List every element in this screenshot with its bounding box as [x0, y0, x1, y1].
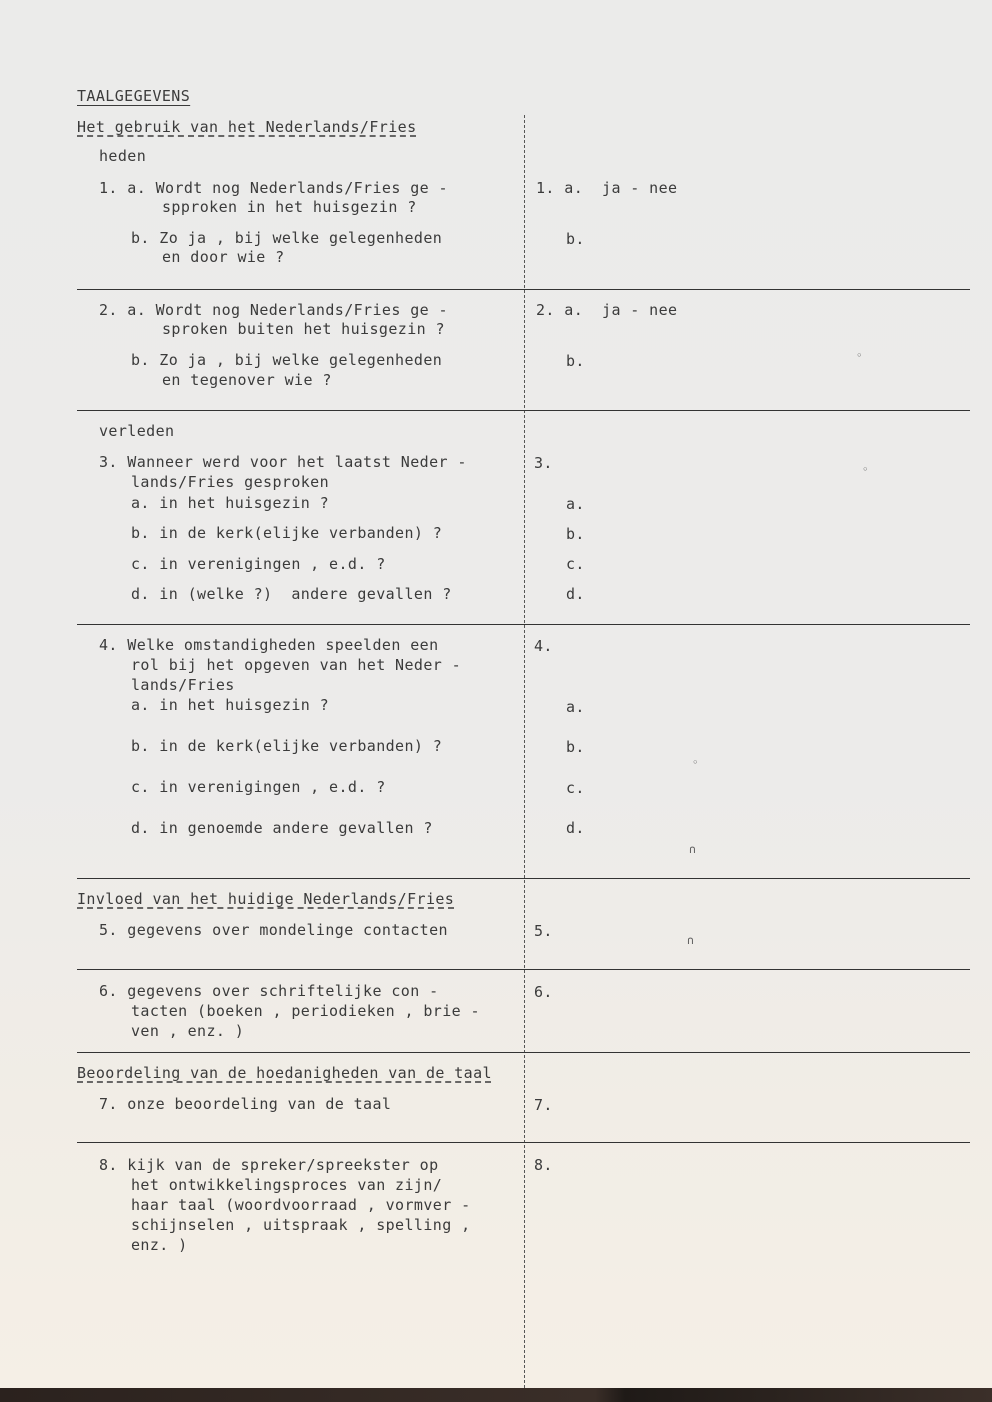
answer-6: 6.	[534, 983, 553, 1001]
answer-3c: c.	[566, 555, 585, 573]
answer-2a: 2. a. ja - nee	[536, 301, 678, 319]
question-2b-line1: b. Zo ja , bij welke gelegenheden	[131, 351, 443, 369]
ink-speck: ◦	[856, 349, 863, 362]
question-4-line3: lands/Fries	[131, 676, 235, 694]
question-3c: c. in verenigingen , e.d. ?	[131, 555, 386, 573]
question-1a-line1: 1. a. Wordt nog Nederlands/Fries ge -	[99, 179, 448, 197]
ink-speck: ◦	[862, 463, 869, 476]
question-1b-line1: b. Zo ja , bij welke gelegenheden	[131, 229, 443, 247]
question-6-line3: ven , enz. )	[131, 1022, 245, 1040]
question-8-line1: 8. kijk van de spreker/spreekster op	[99, 1156, 439, 1174]
question-3d: d. in (welke ?) andere gevallen ?	[131, 585, 452, 603]
question-3-line1: 3. Wanneer werd voor het laatst Neder -	[99, 453, 467, 471]
question-4a: a. in het huisgezin ?	[131, 696, 330, 714]
row-separator	[77, 1052, 970, 1053]
ink-speck: ∩	[689, 843, 696, 856]
document-title: TAALGEGEVENS	[77, 87, 191, 105]
question-4b: b. in de kerk(elijke verbanden) ?	[131, 737, 443, 755]
influence-section-heading: Invloed van het huidige Nederlands/Fries	[77, 890, 455, 908]
question-4-line1: 4. Welke omstandigheden speelden een	[99, 636, 439, 654]
answer-3a: a.	[566, 495, 585, 513]
question-2b-line2: en tegenover wie ?	[162, 371, 332, 389]
answer-1b: b.	[566, 230, 585, 248]
ink-speck: ∩	[687, 934, 694, 947]
row-separator	[77, 969, 970, 970]
answer-2b: b.	[566, 352, 585, 370]
answer-4a: a.	[566, 698, 585, 716]
ink-speck: ◦	[692, 756, 699, 769]
question-8-line4: schijnselen , uitspraak , spelling ,	[131, 1216, 471, 1234]
answer-5: 5.	[534, 922, 553, 940]
heden-subheading: heden	[99, 147, 147, 165]
answer-3: 3.	[534, 454, 553, 472]
question-1b-line2: en door wie ?	[162, 248, 285, 266]
question-4-line2: rol bij het opgeven van het Neder -	[131, 656, 462, 674]
scan-background-edge	[0, 1388, 992, 1402]
row-separator	[77, 289, 970, 290]
row-separator	[77, 1142, 970, 1143]
row-separator	[77, 878, 970, 879]
question-3b: b. in de kerk(elijke verbanden) ?	[131, 524, 443, 542]
question-1a-line2: spproken in het huisgezin ?	[162, 198, 417, 216]
answer-4d: d.	[566, 819, 585, 837]
question-8-line5: enz. )	[131, 1236, 188, 1254]
question-7: 7. onze beoordeling van de taal	[99, 1095, 392, 1113]
answer-4c: c.	[566, 779, 585, 797]
answer-3b: b.	[566, 525, 585, 543]
column-divider	[524, 115, 525, 1388]
question-6-line1: 6. gegevens over schriftelijke con -	[99, 982, 439, 1000]
answer-4: 4.	[534, 637, 553, 655]
verleden-subheading: verleden	[99, 422, 175, 440]
question-6-line2: tacten (boeken , periodieken , brie -	[131, 1002, 480, 1020]
row-separator	[77, 410, 970, 411]
answer-3d: d.	[566, 585, 585, 603]
answer-4b: b.	[566, 738, 585, 756]
question-4d: d. in genoemde andere gevallen ?	[131, 819, 433, 837]
usage-section-heading: Het gebruik van het Nederlands/Fries	[77, 118, 417, 136]
answer-7: 7.	[534, 1096, 553, 1114]
row-separator	[77, 624, 970, 625]
assessment-section-heading: Beoordeling van de hoedanigheden van de taal	[77, 1064, 492, 1082]
question-3-line2: lands/Fries gesproken	[131, 473, 330, 491]
question-4c: c. in verenigingen , e.d. ?	[131, 778, 386, 796]
question-2a-line1: 2. a. Wordt nog Nederlands/Fries ge -	[99, 301, 448, 319]
question-5: 5. gegevens over mondelinge contacten	[99, 921, 448, 939]
answer-8: 8.	[534, 1156, 553, 1174]
question-2a-line2: sproken buiten het huisgezin ?	[162, 320, 445, 338]
question-3a: a. in het huisgezin ?	[131, 494, 330, 512]
question-8-line3: haar taal (woordvoorraad , vormver -	[131, 1196, 471, 1214]
answer-1a: 1. a. ja - nee	[536, 179, 678, 197]
question-8-line2: het ontwikkelingsproces van zijn/	[131, 1176, 443, 1194]
